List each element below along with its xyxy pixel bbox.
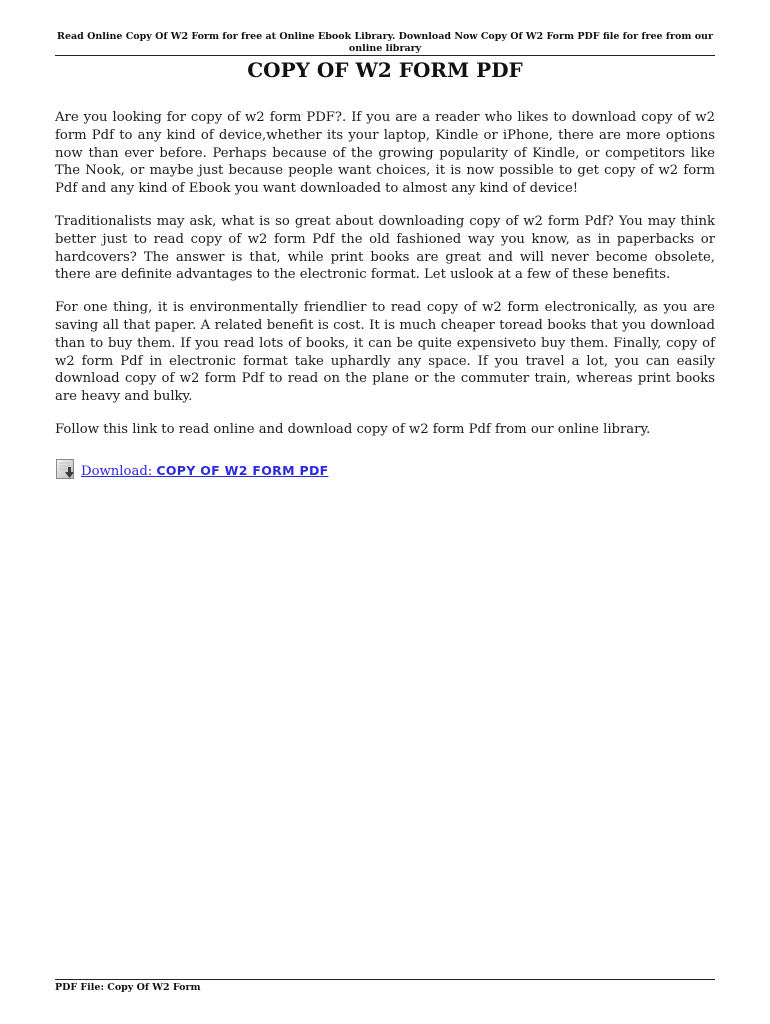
page-footer: PDF File: Copy Of W2 Form [55, 982, 201, 993]
download-document-icon[interactable] [55, 458, 77, 480]
footer-divider [55, 979, 715, 980]
paragraph-traditionalists: Traditionalists may ask, what is so great about downloading copy of w2 form Pdf? You may think better just to read copy of w2 form Pdf the old fashioned way you know, as in paperbacks or hardcovers? The answer is that, while print books are great and will never become obsolete, there are definite advantages to the electronic format. Let uslook at a few of these benefits. [55, 213, 715, 283]
download-row [55, 454, 715, 480]
download-link[interactable] [81, 462, 328, 480]
paragraph-benefits: For one thing, it is environmentally friendlier to read copy of w2 form electronically, as you are saving all that paper. A related benefit is cost. It is much cheaper toread books that you download than to buy them. If you read lots of books, it can be quite expensiveto buy them. Finally, copy of w2 form Pdf in electronic format take uphardly any space. If you travel a lot, you can easily download copy of w2 form Pdf to read on the plane or the commuter train, whereas print books are heavy and bulky. [55, 300, 715, 405]
paragraph-follow-link: Follow this link to read online and download copy of w2 form Pdf from our online library. [55, 421, 651, 437]
document-title: COPY OF W2 FORM PDF [247, 58, 523, 82]
header-divider [55, 55, 715, 56]
paragraph-intro: Are you looking for copy of w2 form PDF?. If you are a reader who likes to download copy of w2 form Pdf to any kind of device,whether its your laptop, Kindle or iPhone, there are more options now than ever before. Perhaps because of the growing popularity of Kindle, or competitors like The Nook, or maybe just because people want choices, it is now possible to get copy of w2 form Pdf and any kind of Ebook you want downloaded to almost any kind of device! [55, 110, 715, 197]
page-header-banner: Read Online Copy Of W2 Form for free at Online Ebook Library. Download Now Copy Of W2 Form PDF file for free from our online library [57, 31, 713, 54]
download-link-prefix[interactable]: Download: [81, 463, 157, 479]
download-link-title[interactable]: COPY OF W2 FORM PDF [156, 462, 329, 478]
pdf-page [55, 0, 715, 1024]
document-body [55, 109, 715, 480]
